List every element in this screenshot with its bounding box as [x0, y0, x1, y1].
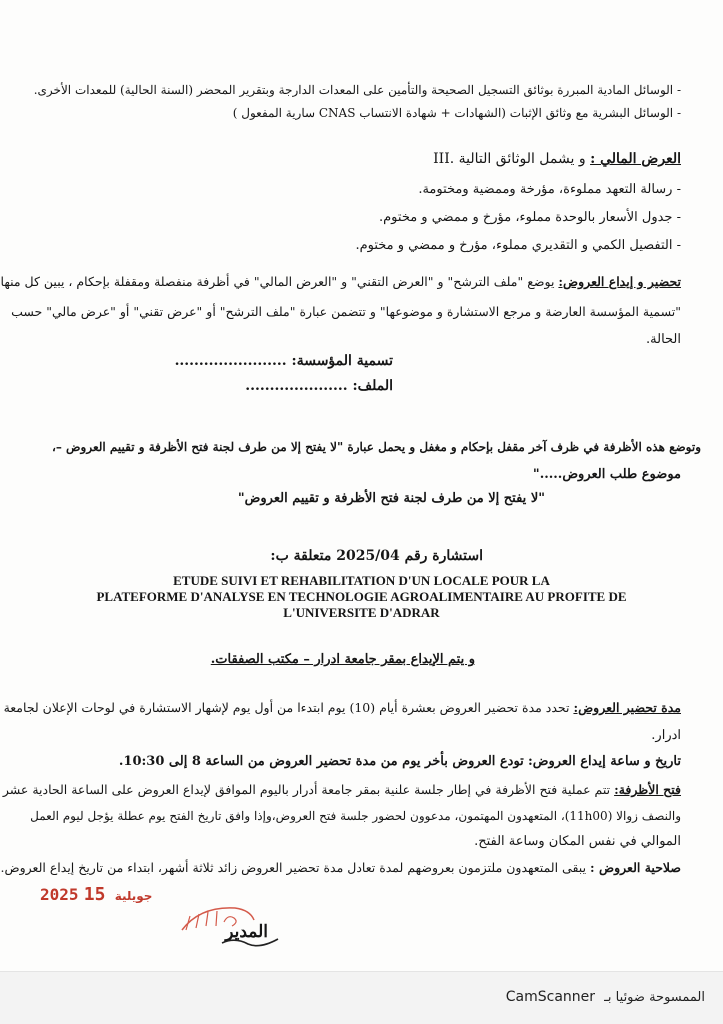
- stamp-day: 15: [83, 884, 106, 905]
- deadline-line: [119, 753, 681, 771]
- human-means-line: - الوسائل البشرية مع وثائق الإثبات (الشهادات + شهادة الانتساب CNAS سارية المفعول ): [232, 106, 681, 120]
- section-iii-heading: [399, 150, 681, 168]
- footer-brand: CamScanner: [505, 989, 596, 1005]
- duration-line-1: [4, 699, 681, 717]
- deposit-location: و يتم الإيداع بمقر جامعة ادرار – مكتب الصفقات.: [210, 652, 475, 667]
- consultation-title-line-3: L'UNIVERSITE D'ADRAR: [283, 605, 440, 620]
- file-field: الملف: .....................: [245, 378, 393, 394]
- financial-doc-item: - التفصيل الكمي و التقديري مملوء، مؤرخ و ممضي و مختوم.: [355, 238, 681, 253]
- section-number: III.: [433, 151, 455, 167]
- footer-watermark: [506, 986, 705, 1005]
- footer-prefix: الممسوحة ضوئيا بـ: [604, 990, 705, 1005]
- envelope-line-2: موضوع طلب العروض.....": [532, 467, 681, 482]
- date-stamp: [40, 884, 156, 905]
- preparation-line-1: [1, 273, 681, 291]
- financial-doc-item: - جدول الأسعار بالوحدة مملوء، مؤرخ و ممضي و مختوم.: [379, 210, 681, 225]
- opening-line-2: والنصف زوالا (11h00)، المتعهدون المهتمون، مدعوون لحضور جلسة فتح العروض،وإذا وافق تاريخ الفتح يوم عطلة يؤجل ليوم العمل: [30, 809, 681, 823]
- camscanner-footer: [0, 971, 723, 1024]
- opening-label: فتح الأظرفة:: [614, 782, 681, 797]
- opening-text-1: تتم عملية فتح الأظرفة في إطار جلسة علنية بمقر جامعة أدرار باليوم الموافق لإيداع العروض على الساعة الحادية عشر: [2, 782, 611, 797]
- duration-label: مدة تحضير العروض:: [573, 700, 681, 715]
- validity-text: يبقى المتعهدون ملتزمون بعروضهم لمدة تعادل مدة تحضير العروض زائد ثلاثة أشهر، ابتداء من تاريخ إيداع العروض.: [0, 860, 587, 875]
- duration-line-2: ادرار.: [651, 728, 681, 743]
- consultation-title-line-2: PLATEFORME D'ANALYSE EN TECHNOLOGIE AGROALIMENTAIRE AU PROFITE DE: [96, 589, 627, 604]
- consultation-reference: استشارة رقم 2025/04 متعلقة ب:: [270, 548, 483, 564]
- financial-offer-title: العرض المالي :: [590, 151, 681, 167]
- opening-line-3: الموالي في نفس المكان وساعة الفتح.: [474, 834, 681, 849]
- stamp-month: جويلية: [114, 889, 153, 903]
- director-signature-title: المدير: [225, 922, 268, 942]
- stamp-year: 2025: [40, 885, 79, 904]
- envelope-line-1: وتوضع هذه الأظرفة في ظرف آخر مقفل بإحكام و مغفل و يحمل عبارة "لا يفتح إلا من طرف لجنة فتح الأظرفة و تقييم العروض –،: [51, 440, 701, 454]
- company-name-field: تسمية المؤسسة: .......................: [174, 353, 393, 369]
- consultation-title-line-1: ETUDE SUIVI ET REHABILITATION D'UN LOCALE POUR LA: [173, 573, 550, 588]
- opening-line-1: [3, 781, 681, 799]
- validity-line: [1, 859, 681, 877]
- material-means-line: - الوسائل المادية المبررة بوثائق التسجيل الصحيحة والتأمين على المعدات الدارجة وبتقرير المحضر (السنة الحالية) للمعدات الأخرى.: [33, 83, 681, 97]
- preparation-line-2: "تسمية المؤسسة العارضة و مرجع الاستشارة و موضوعها" و تتضمن عبارة "ملف الترشح" أو "عرض تقني" أو "عرض مالي" حسب: [11, 304, 681, 319]
- signature-mark: [220, 935, 280, 949]
- preparation-line-3: الحالة.: [646, 332, 681, 347]
- financial-doc-item: - رسالة التعهد مملوءة، مؤرخة وممضية ومختومة.: [418, 182, 681, 197]
- preparation-title: تحضير و إيداع العروض:: [558, 274, 681, 289]
- deadline-text: تودع العروض بأخر يوم من مدة تحضير العروض من الساعة 8 إلى 10:30.: [118, 754, 524, 769]
- financial-offer-intro: و يشمل الوثائق التالية: [458, 151, 586, 167]
- duration-text-1: تحدد مدة تحضير العروض بعشرة أيام (10) يوم ابتدءا من أول يوم لإشهار الاستشارة في لوحات الإعلان لجامعة: [3, 700, 570, 715]
- envelope-quote: "لا يفتح إلا من طرف لجنة فتح الأظرفة و تقييم العروض": [237, 491, 545, 506]
- preparation-text-1: يوضع "ملف الترشح" و "العرض التقني" و "العرض المالي" في أظرفة منفصلة ومقفلة بإحكام ، يبين كل منها: [0, 274, 555, 289]
- deadline-label: تاريخ و ساعة إيداع العروض:: [527, 754, 681, 769]
- validity-label: صلاحية العروض :: [590, 860, 681, 875]
